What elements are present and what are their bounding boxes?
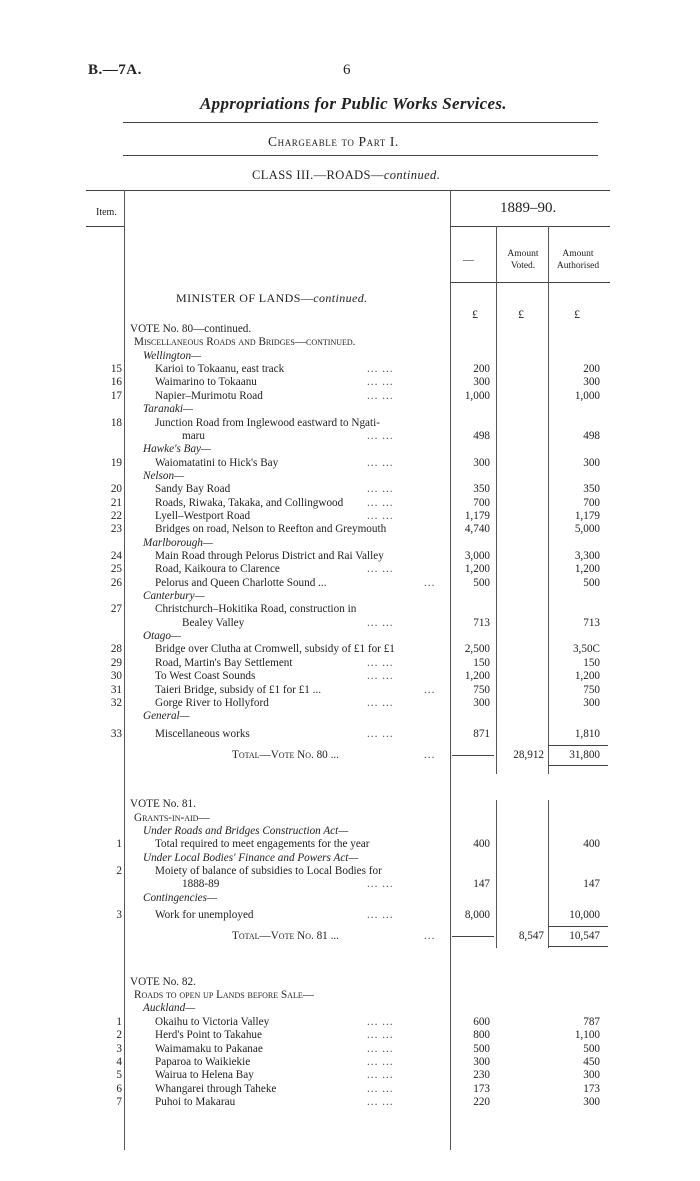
table-row (0, 336, 700, 349)
total-rule (548, 745, 608, 746)
table-row (0, 323, 700, 336)
region-heading: General— (143, 710, 190, 723)
total-row (0, 749, 700, 762)
table-top-rule (86, 190, 610, 191)
row-description: Road, Kaikoura to Clarence (155, 563, 280, 576)
chargeable-heading: Chargeable to Part I. (268, 134, 399, 149)
leader-dots: ... ... (367, 909, 394, 921)
amount-authorised-cell: 300 (583, 1069, 600, 1082)
item-number: 6 (116, 1082, 122, 1095)
table-row (0, 852, 700, 865)
item-number: 1 (116, 1015, 122, 1028)
total-rule (548, 765, 608, 766)
table-row (0, 630, 700, 643)
row-description: Bridge over Clutha at Cromwell, subsidy of £1 for £1 (155, 643, 395, 656)
row-description: Herd's Point to Takahue (155, 1029, 262, 1042)
row-description: Bridges on road, Nelson to Reefton and Greymouth (155, 523, 387, 536)
row-description: Waimamaku to Pakanae (155, 1042, 263, 1055)
table-row (0, 1083, 700, 1096)
table-row (0, 1016, 700, 1029)
leader-dots: ... ... (367, 1082, 394, 1095)
item-number: 3 (116, 1042, 122, 1055)
row-description: Gorge River to Hollyford (155, 696, 269, 709)
row-description: Junction Road from Inglewood eastward to Ngati- (155, 416, 380, 429)
amount-cell: 1,200 (464, 670, 490, 683)
item-number: 16 (110, 376, 122, 389)
table-row (0, 523, 700, 536)
amount-voted-cell: 8,547 (518, 930, 544, 943)
row-description: Okaihu to Victoria Valley (155, 1015, 270, 1028)
amount-cell: 500 (473, 576, 490, 589)
table-row (0, 483, 700, 496)
table-row (0, 350, 700, 363)
amount-authorised-cell: 1,000 (574, 389, 600, 402)
amount-authorised-cell: 10,000 (569, 909, 600, 921)
amount-cell: 150 (473, 656, 490, 669)
item-number: 28 (110, 643, 122, 656)
minister-heading: MINISTER OF LANDS—continued. (176, 291, 368, 305)
amount-authorised-cell: 1,810 (574, 727, 600, 740)
table-row (0, 376, 700, 389)
amount-cell: 750 (473, 683, 490, 696)
currency-symbol: £ (518, 307, 524, 321)
amount-cell: 498 (473, 429, 490, 442)
item-number: 2 (116, 1029, 122, 1042)
amount-authorised-cell: 300 (583, 376, 600, 389)
table-row (0, 550, 700, 563)
page-number: 6 (343, 62, 351, 78)
leader-dots: ... (424, 930, 436, 943)
amount-authorised-cell: 750 (583, 683, 600, 696)
amount-cell: 700 (473, 496, 490, 509)
column-1-header: — (463, 254, 474, 266)
table-row (0, 710, 700, 723)
leader-dots: ... ... (367, 1055, 394, 1068)
leader-dots: ... ... (367, 696, 394, 709)
amount-cell: 220 (473, 1095, 490, 1108)
row-description: Pelorus and Queen Charlotte Sound ... (155, 576, 327, 589)
total-label: Total—Vote No. 80 ... (232, 748, 339, 761)
row-description: maru (182, 429, 205, 442)
region-heading: Marlborough— (143, 536, 213, 549)
row-description: To West Coast Sounds (155, 670, 256, 683)
item-number: 21 (110, 496, 122, 509)
region-heading: Under Roads and Bridges Construction Act— (143, 824, 349, 837)
leader-dots: ... (424, 683, 436, 696)
amount-cell: 300 (473, 456, 490, 469)
table-row (0, 537, 700, 550)
amount-cell: 300 (473, 1055, 490, 1068)
item-number: 2 (116, 865, 122, 877)
region-heading: Otago— (143, 630, 181, 643)
table-row (0, 563, 700, 576)
row-description: VOTE No. 80—continued. (130, 323, 252, 335)
amount-cell: 1,179 (464, 509, 490, 522)
amount-authorised-cell: 713 (583, 616, 600, 629)
table-row (0, 989, 700, 1002)
amount-cell: 2,500 (464, 643, 490, 656)
divider (450, 226, 610, 227)
leader-dots: ... ... (367, 496, 394, 509)
amount-authorised-cell: 173 (583, 1082, 600, 1095)
leader-dots: ... ... (367, 656, 394, 669)
table-row (0, 417, 700, 430)
item-number: 7 (116, 1095, 122, 1108)
row-description: Total required to meet engagements for the year (155, 838, 370, 851)
row-description: Miscellaneous Roads and Bridges—continued. (134, 336, 356, 349)
region-heading: Auckland— (143, 1002, 196, 1015)
item-column-header: Item. (96, 207, 117, 218)
table-row (0, 363, 700, 376)
leader-dots: ... ... (367, 878, 394, 891)
amount-authorised-cell: 300 (583, 696, 600, 709)
amount-authorised-cell: 1,200 (574, 563, 600, 576)
amount-authorised-cell: 300 (583, 1095, 600, 1108)
table-row (0, 470, 700, 483)
amount-cell: 1,000 (464, 389, 490, 402)
table-row (0, 643, 700, 656)
row-description: Moiety of balance of subsidies to Local Bodies for (155, 865, 382, 877)
amount-cell: 173 (473, 1082, 490, 1095)
amount-cell: 147 (473, 878, 490, 891)
item-number: 19 (110, 456, 122, 469)
item-number: 3 (116, 909, 122, 921)
amount-authorised-cell: 350 (583, 483, 600, 496)
row-description: Waiomatatini to Hick's Bay (155, 456, 279, 469)
item-number: 1 (116, 838, 122, 851)
row-description: Lyell–Westport Road (155, 509, 251, 522)
item-number: 32 (110, 696, 122, 709)
table-row (0, 1002, 700, 1015)
table-row (0, 878, 700, 891)
amount-authorised-cell: 498 (583, 429, 600, 442)
item-number: 24 (110, 550, 122, 562)
amount-authorised-cell: 147 (583, 878, 600, 891)
leader-dots: ... ... (367, 1042, 394, 1055)
table-row (0, 976, 700, 989)
amount-voted-cell: 28,912 (513, 748, 544, 761)
table-row (0, 798, 700, 811)
item-number: 5 (116, 1069, 122, 1082)
amount-authorised-cell: 1,179 (574, 509, 600, 522)
row-description: VOTE No. 81. (130, 798, 196, 811)
document-reference: B.—7A. (88, 62, 142, 78)
divider (123, 155, 598, 156)
total-label: Total—Vote No. 81 ... (232, 930, 339, 943)
amount-authorised-cell: 300 (583, 456, 600, 469)
item-number: 20 (110, 483, 122, 496)
row-description: Grants-in-aid— (134, 811, 210, 824)
row-description: Taieri Bridge, subsidy of £1 for £1 ... (155, 683, 322, 696)
amount-authorised-cell: 3,50C (572, 643, 600, 656)
table-row (0, 590, 700, 603)
amount-cell: 8,000 (464, 909, 490, 921)
table-row (0, 1069, 700, 1082)
amount-cell: 200 (473, 363, 490, 376)
table-row (0, 443, 700, 456)
row-description: Waimarino to Tokaanu (155, 376, 257, 389)
table-row (0, 697, 700, 710)
item-number: 27 (110, 603, 122, 616)
item-number: 22 (110, 509, 122, 522)
divider (123, 122, 598, 123)
row-description: Bealey Valley (182, 616, 245, 629)
total-dash (452, 936, 494, 937)
table-row (0, 1056, 700, 1069)
amount-authorised-header: Amount Authorised (556, 249, 600, 271)
leader-dots: ... ... (367, 1069, 394, 1082)
amount-authorised-cell: 400 (583, 838, 600, 851)
amount-cell: 230 (473, 1069, 490, 1082)
table-row (0, 390, 700, 403)
total-dash (452, 755, 494, 756)
currency-symbol: £ (574, 307, 580, 321)
region-heading: Hawke's Bay— (143, 443, 211, 456)
item-number: 26 (110, 576, 122, 589)
amount-authorised-cell: 200 (583, 363, 600, 376)
item-number: 15 (110, 363, 122, 376)
leader-dots: ... ... (367, 616, 394, 629)
total-rule (548, 946, 608, 947)
leader-dots: ... ... (367, 483, 394, 496)
row-description: Main Road through Pelorus District and Rai Valley (155, 550, 384, 562)
row-description: Roads to open up Lands before Sale— (134, 989, 314, 1002)
item-number: 29 (110, 656, 122, 669)
item-number: 31 (110, 683, 122, 696)
table-row (0, 497, 700, 510)
row-description: Christchurch–Hokitika Road, construction in (155, 603, 357, 616)
amount-authorised-cell: 450 (583, 1055, 600, 1068)
table-row (0, 670, 700, 683)
amount-cell: 300 (473, 376, 490, 389)
table-row (0, 657, 700, 670)
amount-voted-header: Amount Voted. (507, 249, 539, 271)
region-heading: Taranaki— (143, 403, 193, 416)
region-heading: Nelson— (143, 469, 185, 482)
amount-cell: 300 (473, 696, 490, 709)
amount-authorised-cell: 3,300 (574, 550, 600, 562)
amount-authorised-cell: 1,200 (574, 670, 600, 683)
row-description: Work for unemployed (155, 909, 254, 921)
table-row (0, 457, 700, 470)
table-row (0, 403, 700, 416)
amount-cell: 4,740 (464, 523, 490, 536)
item-number: 23 (110, 523, 122, 536)
table-row (0, 1043, 700, 1056)
amount-cell: 1,200 (464, 563, 490, 576)
amount-authorised-cell: 1,100 (574, 1029, 600, 1042)
row-description: Puhoi to Makarau (155, 1095, 236, 1108)
row-description: Whangarei through Taheke (155, 1082, 277, 1095)
amount-authorised-cell: 150 (583, 656, 600, 669)
item-number: 33 (110, 727, 122, 740)
amount-authorised-cell: 31,800 (569, 748, 600, 761)
table-row (0, 430, 700, 443)
region-heading: Wellington— (143, 349, 202, 362)
table-row (0, 812, 700, 825)
table-row (0, 577, 700, 590)
table-row (0, 617, 700, 630)
leader-dots: ... ... (367, 670, 394, 683)
item-number: 17 (110, 389, 122, 402)
row-description: Paparoa to Waikiekie (155, 1055, 251, 1068)
item-number: 4 (116, 1055, 122, 1068)
table-row (0, 825, 700, 838)
divider (86, 226, 124, 227)
table-row (0, 728, 700, 741)
row-description: Miscellaneous works (155, 727, 250, 740)
row-description: 1888-89 (182, 878, 220, 891)
item-number: 25 (110, 563, 122, 576)
row-description: VOTE No. 82. (130, 975, 196, 988)
region-heading: Canterbury— (143, 590, 205, 602)
table-row (0, 865, 700, 878)
amount-authorised-cell: 787 (583, 1015, 600, 1028)
table-row (0, 1029, 700, 1042)
amount-cell: 871 (473, 727, 490, 740)
row-description: Napier–Murimotu Road (155, 389, 263, 402)
leader-dots: ... ... (367, 509, 394, 522)
amount-authorised-cell: 5,000 (574, 523, 600, 536)
item-number: 18 (110, 416, 122, 429)
year-header: 1889–90. (500, 200, 557, 216)
table-row (0, 510, 700, 523)
amount-cell: 713 (473, 616, 490, 629)
page-title: Appropriations for Public Works Services. (200, 94, 507, 113)
row-description: Roads, Riwaka, Takaka, and Collingwood (155, 496, 344, 509)
class-heading: CLASS III.—ROADS—continued. (252, 168, 441, 182)
total-row (0, 930, 700, 943)
item-number: 30 (110, 670, 122, 683)
leader-dots: ... ... (367, 563, 394, 576)
leader-dots: ... ... (367, 1029, 394, 1042)
total-rule (548, 926, 608, 927)
amount-authorised-cell: 10,547 (569, 930, 600, 943)
amount-authorised-cell: 500 (583, 1042, 600, 1055)
table-row (0, 684, 700, 697)
amount-authorised-cell: 700 (583, 496, 600, 509)
table-row (0, 838, 700, 851)
amount-authorised-cell: 500 (583, 576, 600, 589)
region-heading: Contingencies— (143, 891, 217, 904)
leader-dots: ... ... (367, 1015, 394, 1028)
row-description: Karioi to Tokaanu, east track (155, 363, 285, 376)
row-description: Sandy Bay Road (155, 483, 231, 496)
leader-dots: ... (424, 748, 436, 761)
table-row (0, 892, 700, 905)
table-row (0, 909, 700, 922)
row-description: Wairua to Helena Bay (155, 1069, 254, 1082)
amount-cell: 800 (473, 1029, 490, 1042)
currency-symbol: £ (472, 307, 478, 321)
table-row (0, 1096, 700, 1109)
region-heading: Under Local Bodies' Finance and Powers Act— (143, 851, 359, 864)
row-description: Road, Martin's Bay Settlement (155, 656, 293, 669)
leader-dots: ... ... (367, 363, 394, 376)
table-row (0, 603, 700, 616)
leader-dots: ... (424, 576, 436, 589)
leader-dots: ... ... (367, 376, 394, 389)
divider (450, 282, 610, 283)
leader-dots: ... ... (367, 1095, 394, 1108)
amount-cell: 500 (473, 1042, 490, 1055)
leader-dots: ... ... (367, 727, 394, 740)
amount-cell: 350 (473, 483, 490, 496)
amount-cell: 400 (473, 838, 490, 851)
amount-cell: 3,000 (464, 550, 490, 562)
leader-dots: ... ... (367, 456, 394, 469)
amount-cell: 600 (473, 1015, 490, 1028)
leader-dots: ... ... (367, 429, 394, 442)
leader-dots: ... ... (367, 389, 394, 402)
